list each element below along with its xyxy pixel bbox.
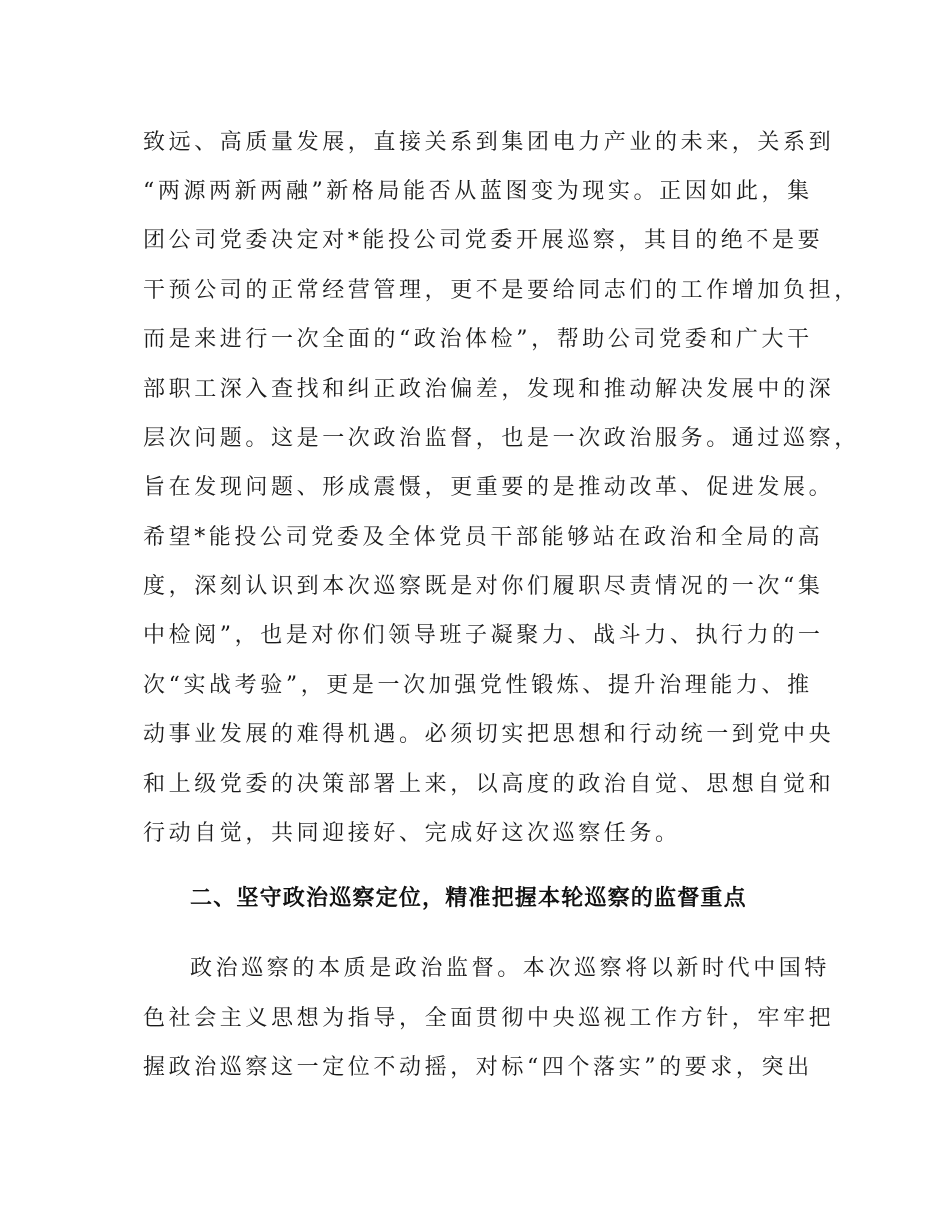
paragraph-1-line: 中检阅”，也是对你们领导班子凝聚力、战斗力、执行力的一 bbox=[143, 623, 824, 648]
paragraph-1-line: “两源两新两融”新格局能否从蓝图变为现实。正因如此，集 bbox=[143, 179, 813, 204]
paragraph-2-line: 政治巡察的本质是政治监督。本次巡察将以新时代中国特 bbox=[190, 956, 831, 981]
paragraph-1-line: 行动自觉，共同迎接好、完成好这次巡察任务。 bbox=[143, 821, 681, 846]
paragraph-1-line: 而是来进行一次全面的“政治体检”，帮助公司党委和广大干 bbox=[143, 327, 813, 352]
paragraph-1-line: 度，深刻认识到本次巡察既是对你们履职尽责情况的一次“集 bbox=[143, 574, 824, 599]
paragraph-1-line: 次“实战考验”，更是一次加强党性锻炼、提升治理能力、推 bbox=[143, 673, 813, 698]
paragraph-1-line: 希望*能投公司党委及全体党员干部能够站在政治和全局的高 bbox=[143, 525, 824, 550]
paragraph-1-line: 动事业发展的难得机遇。必须切实把思想和行动统一到党中央 bbox=[143, 722, 835, 747]
paragraph-1-line: 致远、高质量发展，直接关系到集团电力产业的未来，关系到 bbox=[143, 130, 835, 155]
paragraph-1-line: 旨在发现问题、形成震慑，更重要的是推动改革、促进发展。 bbox=[143, 475, 835, 500]
paragraph-1-line: 干预公司的正常经营管理，更不是要给同志们的工作增加负担， bbox=[143, 278, 860, 303]
paragraph-2-line: 色社会主义思想为指导，全面贯彻中央巡视工作方针，牢牢把 bbox=[143, 1006, 835, 1031]
paragraph-1-line: 和上级党委的决策部署上来，以高度的政治自觉、思想自觉和 bbox=[143, 772, 835, 797]
paragraph-1-line: 团公司党委决定对*能投公司党委开展巡察，其目的绝不是要 bbox=[143, 228, 824, 253]
paragraph-1-line: 部职工深入查找和纠正政治偏差，发现和推动解决发展中的深 bbox=[143, 377, 835, 402]
section-2-heading: 二、坚守政治巡察定位，精准把握本轮巡察的监督重点 bbox=[190, 886, 747, 911]
paragraph-2-line: 握政治巡察这一定位不动摇，对标“四个落实”的要求，突出 bbox=[143, 1055, 813, 1080]
paragraph-1-line: 层次问题。这是一次政治监督，也是一次政治服务。通过巡察， bbox=[143, 426, 860, 451]
